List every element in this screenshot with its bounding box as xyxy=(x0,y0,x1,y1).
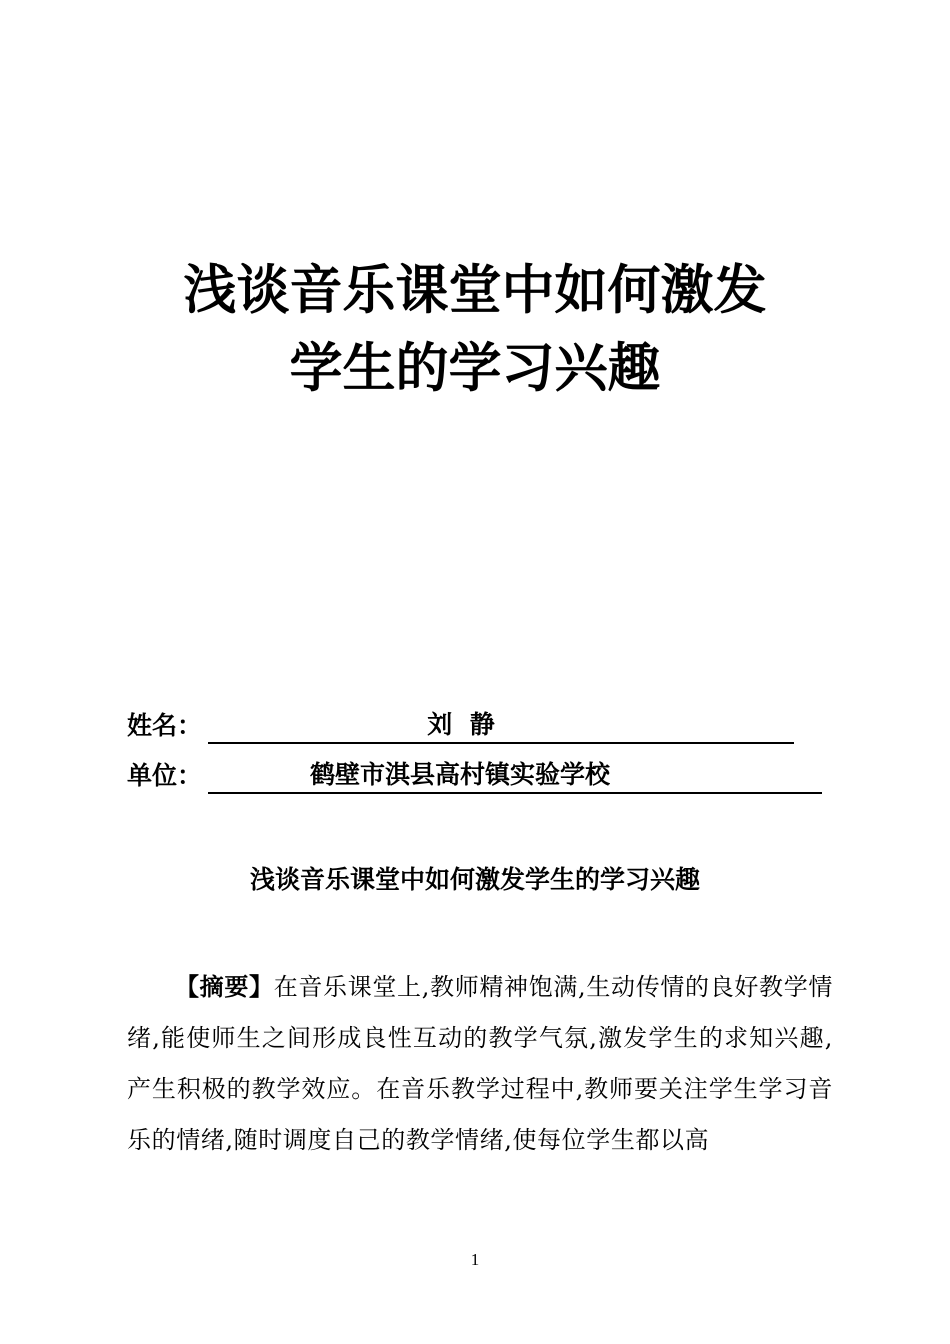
author-name-value: 刘 静 xyxy=(208,708,794,744)
author-unit-label: 单位： xyxy=(127,761,203,790)
author-unit-row xyxy=(127,758,822,794)
author-name-label: 姓名： xyxy=(127,711,203,740)
abstract-tag: 【摘要】 xyxy=(175,973,274,1001)
abstract-text: 在音乐课堂上,教师精神饱满,生动传情的良好教学情绪,能使师生之间形成良性互动的教学气氛,激发学生的求知兴趣,产生积极的教学效应。在音乐教学过程中,教师要关注学生学习音乐的情绪,随时调度自己的教学情绪,使每位学生都以高 xyxy=(127,973,833,1154)
page-number: 1 xyxy=(470,1250,480,1269)
abstract-paragraph xyxy=(127,962,833,1166)
main-title-line-1: 浅谈音乐课堂中如何激发 xyxy=(183,260,767,321)
author-name-row xyxy=(127,708,794,744)
article-title: 浅谈音乐课堂中如何激发学生的学习兴趣 xyxy=(249,865,700,894)
author-unit-value: 鹤壁市淇县高村镇实验学校 xyxy=(208,758,822,794)
main-title-line-2: 学生的学习兴趣 xyxy=(289,338,661,399)
main-title xyxy=(0,252,950,408)
